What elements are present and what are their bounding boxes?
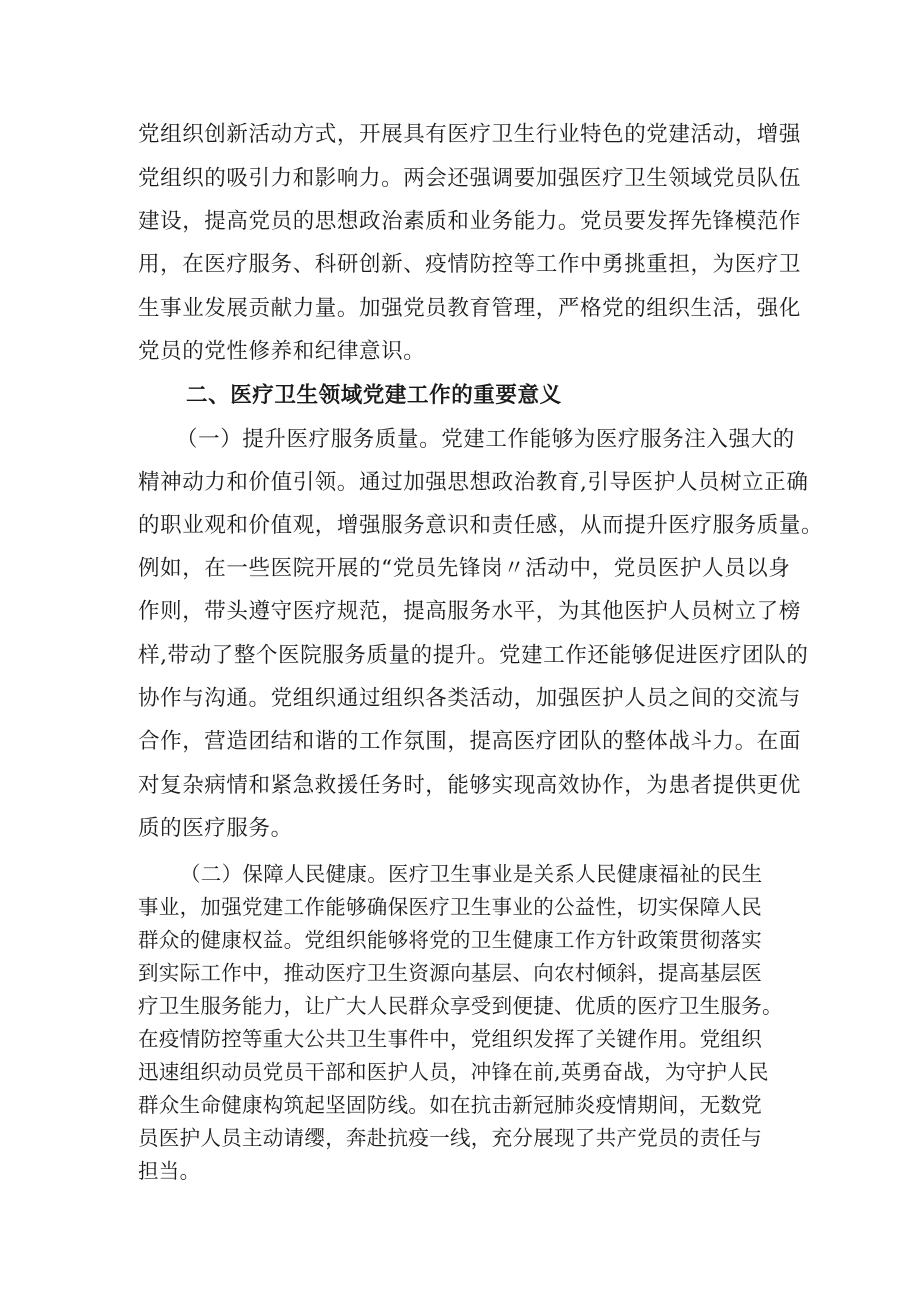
paragraph-first-line: （二）保障人民健康。医疗卫生事业是关系人民健康福祉的民生 (180, 862, 763, 886)
text-line: 担当。 (138, 1159, 201, 1183)
text-line: 精神动力和价值引领。通过加强思想政治教育,引导医护人员树立正确 (138, 470, 809, 495)
paragraph-first-line: （一）提升医疗服务质量。党建工作能够为医疗服务注入强大的 (176, 427, 795, 452)
section-heading: 二、医疗卫生领域党建工作的重要意义 (186, 383, 562, 408)
text-line: 群众的健康权益。党组织能够将党的卫生健康工作方针政策贯彻落实 (138, 928, 762, 952)
text-line: 协作与沟通。党组织通过组织各类活动，加强医护人员之间的交流与 (138, 686, 802, 711)
text-line: 迅速组织动员党员干部和医护人员，冲锋在前,英勇奋战，为守护人民 (138, 1060, 769, 1084)
text-line: 用，在医疗服务、科研创新、疫情防控等工作中勇挑重担，为医疗卫 (138, 252, 802, 277)
text-line: 对复杂病情和紧急救援任务时，能够实现高效协作，为患者提供更优 (138, 773, 802, 798)
text-line: 作则，带头遵守医疗规范，提高服务水平，为其他医护人员树立了榜 (138, 599, 802, 624)
text-line: 例如，在一些医院开展的“党员先锋岗〃活动中，党员医护人员以身 (138, 556, 791, 581)
text-line: 党员的党性修养和纪律意识。 (138, 339, 426, 364)
text-line: 合作，营造团结和谐的工作氛围，提高医疗团队的整体战斗力。在面 (138, 729, 802, 754)
text-line: 员医护人员主动请缨，奔赴抗疫一线，充分展现了共产党员的责任与 (138, 1126, 762, 1150)
text-line: 党组织创新活动方式，开展具有医疗卫生行业特色的党建活动，增强 (138, 122, 802, 147)
text-line: 质的医疗服务。 (138, 816, 293, 841)
text-line: 在疫情防控等重大公共卫生事件中，党组织发挥了关键作用。党组织 (138, 1027, 762, 1051)
text-line: 党组织的吸引力和影响力。两会还强调要加强医疗卫生领域党员队伍 (138, 166, 802, 191)
text-line: 事业，加强党建工作能够确保医疗卫生事业的公益性，切实保障人民 (138, 895, 762, 919)
text-line: 生事业发展贡献力量。加强党员教育管理，严格党的组织生活，强化 (138, 296, 802, 321)
text-line: 建设，提高党员的思想政治素质和业务能力。党员要发挥先锋模范作 (138, 209, 802, 234)
text-line: 疗卫生服务能力，让广大人民群众享受到便捷、优质的医疗卫生服务。 (138, 994, 783, 1018)
text-line: 的职业观和价值观，增强服务意识和责任感，从而提升医疗服务质量。 (138, 513, 824, 538)
text-line: 样,带动了整个医院服务质量的提升。党建工作还能够促进医疗团队的 (138, 643, 809, 668)
text-line: 到实际工作中，推动医疗卫生资源向基层、向农村倾斜，提高基层医 (138, 961, 762, 985)
text-line: 群众生命健康构筑起坚固防线。如在抗击新冠肺炎疫情期间，无数党 (138, 1093, 762, 1117)
